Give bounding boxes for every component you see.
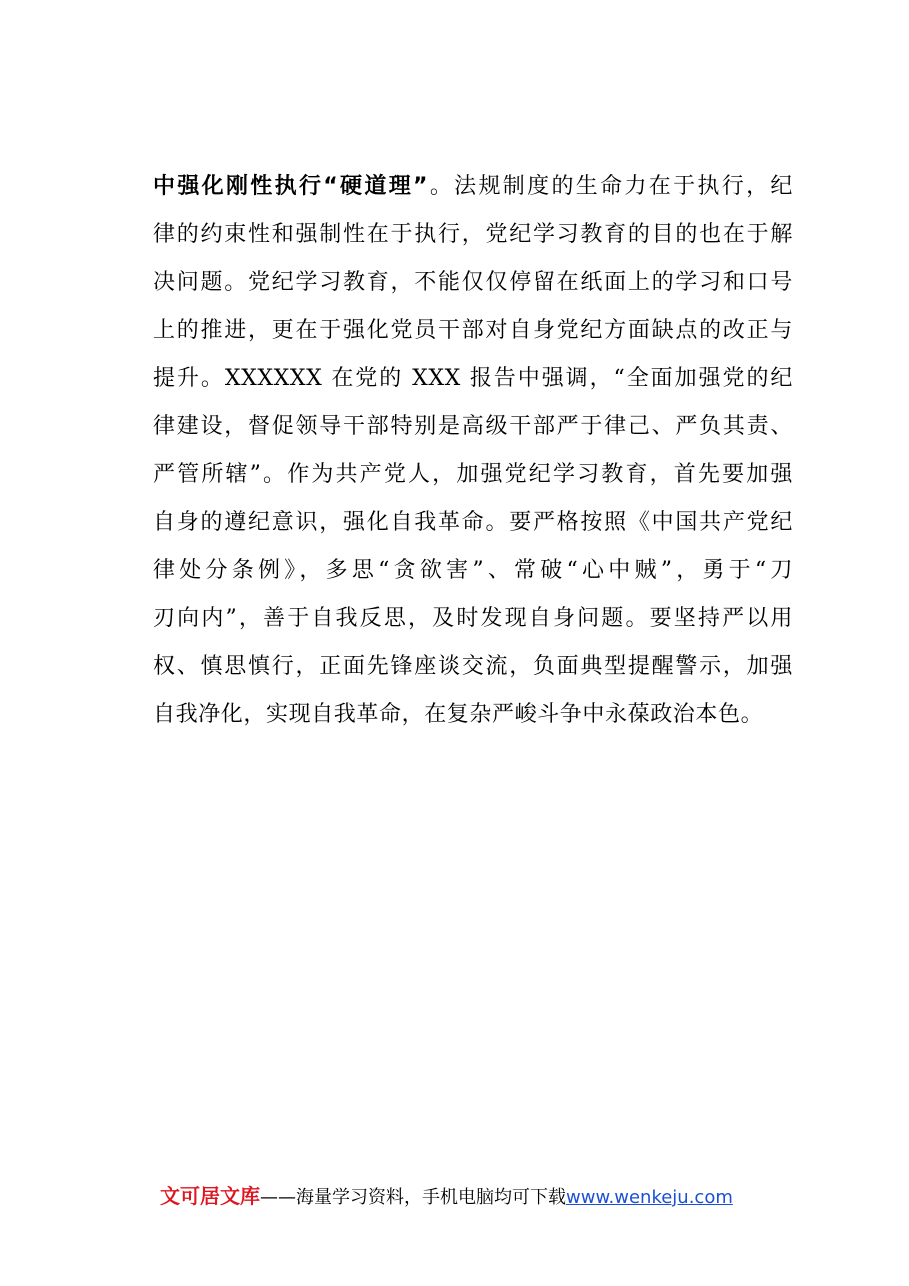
paragraph-line-10: 刃向内”，善于自我反思，及时发现自身问题。要坚持严以用 <box>153 606 793 631</box>
paragraph-line-11: 权、慎思慎行，正面先锋座谈交流，负面典型提醒警示，加强 <box>153 654 793 679</box>
page-footer <box>160 1180 800 1212</box>
paragraph-line-2: 律的约束性和强制性在于执行，党纪学习教育的目的也在于解 <box>153 222 793 247</box>
paragraph-line-7: 严管所辖”。作为共产党人，加强党纪学习教育，首先要加强 <box>153 462 793 487</box>
paragraph-line-9: 律处分条例》，多思“贪欲害”、常破“心中贼”，勇于“刀 <box>153 558 793 583</box>
footer-website-link[interactable]: www.wenkeju.com <box>566 1187 733 1208</box>
paragraph-line-4: 上的推进，更在于强化党员干部对自身党纪方面缺点的改正与 <box>153 318 793 343</box>
paragraph-line-1-text: 。法规制度的生命力在于执行，纪 <box>428 174 793 199</box>
paragraph-line-1 <box>153 163 793 211</box>
body-paragraph <box>153 163 793 739</box>
footer-brand: 文可居文库 <box>160 1184 260 1208</box>
paragraph-lead-heading: 中强化刚性执行“硬道理” <box>153 174 429 199</box>
paragraph-line-5: 提升。XXXXXX 在党的 XXX 报告中强调，“全面加强党的纪 <box>153 366 793 391</box>
paragraph-line-6: 律建设，督促领导干部特别是高级干部严于律己、严负其责、 <box>153 414 793 439</box>
paragraph-line-3: 决问题。党纪学习教育，不能仅仅停留在纸面上的学习和口号 <box>153 270 793 295</box>
paragraph-line-12: 自我净化，实现自我革命，在复杂严峻斗争中永葆政治本色。 <box>153 702 764 727</box>
footer-tagline: ——海量学习资料，手机电脑均可下载 <box>260 1187 566 1208</box>
paragraph-line-8: 自身的遵纪意识，强化自我革命。要严格按照《中国共产党纪 <box>153 510 793 535</box>
